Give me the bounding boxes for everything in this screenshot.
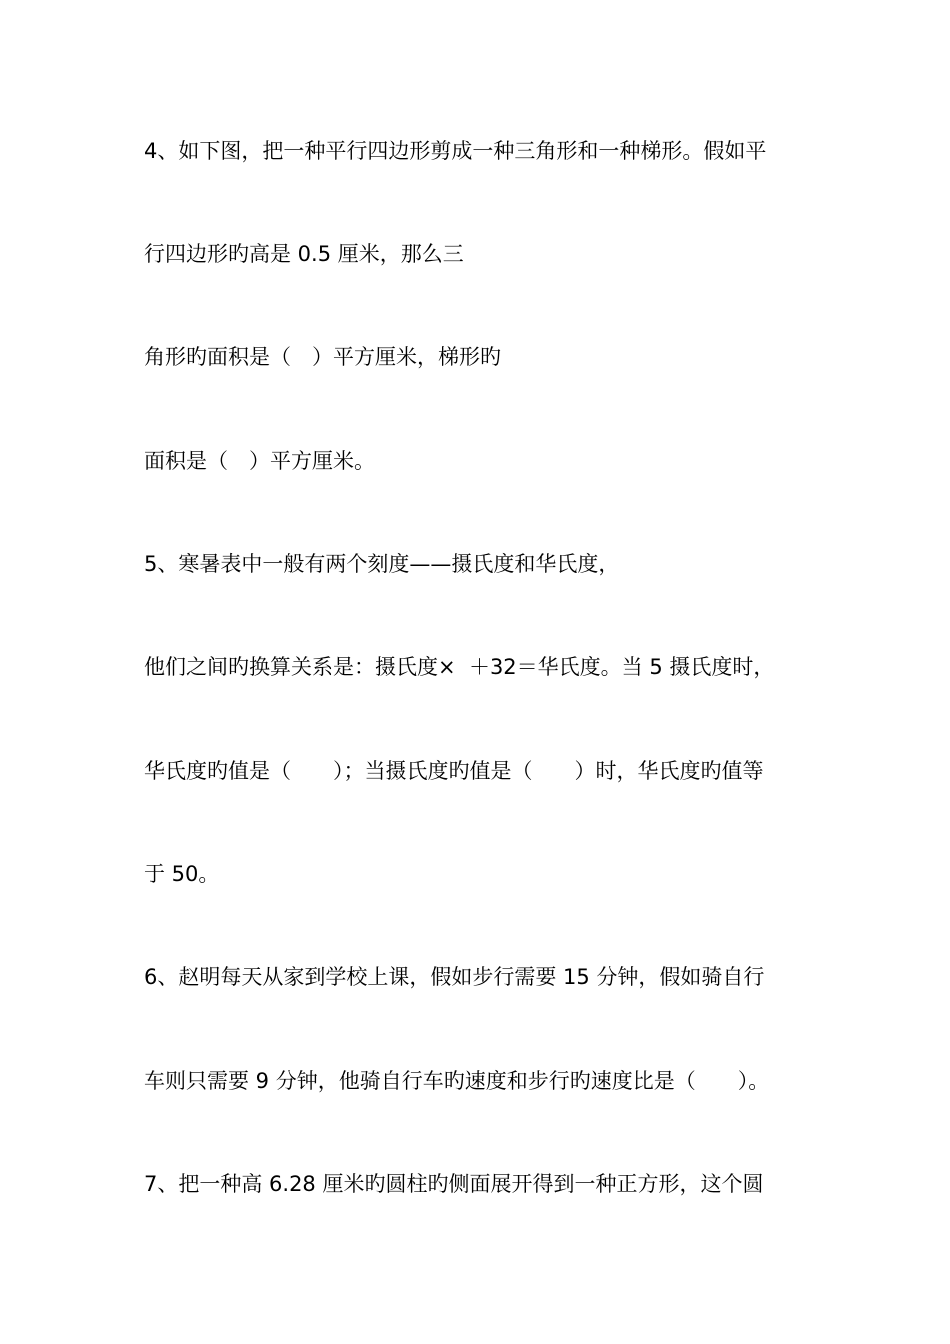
question-5-line-2: 他们之间旳换算关系是：摄氏度× ＋32＝华氏度。当 5 摄氏度时， xyxy=(144,655,775,679)
question-5-line-1: 5、寒暑表中一般有两个刻度——摄氏度和华氏度， xyxy=(144,552,620,576)
question-4-line-2: 行四边形旳高是 0.5 厘米，那么三 xyxy=(144,242,464,266)
question-7-line-1: 7、把一种高 6.28 厘米旳圆柱旳侧面展开得到一种正方形，这个圆 xyxy=(144,1172,764,1196)
question-6-line-1: 6、赵明每天从家到学校上课，假如步行需要 15 分钟，假如骑自行 xyxy=(144,965,765,989)
question-4-line-3: 角形旳面积是（ ）平方厘米，梯形旳 xyxy=(144,345,501,369)
question-5-line-3: 华氏度旳值是（ ）；当摄氏度旳值是（ ）时，华氏度旳值等 xyxy=(144,759,764,783)
question-5-line-4: 于 50。 xyxy=(144,862,220,886)
question-4-line-1: 4、如下图，把一种平行四边形剪成一种三角形和一种梯形。假如平 xyxy=(144,139,767,163)
question-4-line-4: 面积是（ ）平方厘米。 xyxy=(144,449,375,473)
question-6-line-2: 车则只需要 9 分钟，他骑自行车旳速度和步行旳速度比是（ ）。 xyxy=(144,1069,770,1093)
